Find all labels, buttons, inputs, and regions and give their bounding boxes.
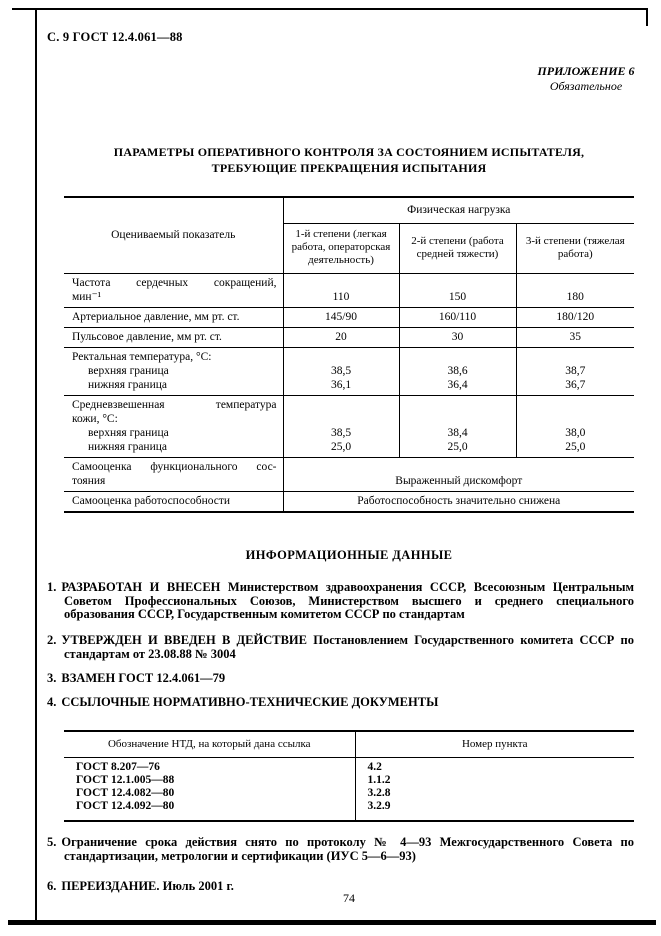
item-text: УТВЕРЖДЕН И ВВЕДЕН В ДЕЙСТВИЕ Постановлением Государственного комитета СССР по стандартам от 23.08.88 № 3004 — [61, 633, 634, 661]
item-number: 4. — [47, 695, 57, 709]
table-row — [64, 491, 634, 512]
item-text: ССЫЛОЧНЫЕ НОРМАТИВНО-ТЕХНИЧЕСКИЕ ДОКУМЕНТЫ — [61, 695, 439, 709]
scan-border-top — [12, 8, 648, 10]
value-line: 25,0 — [447, 440, 468, 453]
table-row — [64, 787, 634, 800]
item-number: 1. — [47, 580, 57, 594]
info-section-heading: ИНФОРМАЦИОННЫЕ ДАННЫЕ — [245, 548, 453, 562]
ref-ntd: ГОСТ 12.4.082—80 — [64, 787, 355, 800]
skin-label-cell — [64, 395, 283, 457]
table-row — [64, 457, 634, 491]
item-text: РАЗРАБОТАН И ВНЕСЕН Министерством здравоохранения СССР, Всесоюзным Центральным Советом Профессиональных Союзов, Министерством высшего и среднего специального образования СССР, Государственным комитетом СССР по стандартам — [61, 580, 634, 621]
label-line: Ректальная температура, °С: — [72, 350, 212, 363]
pulse-value-2: 30 — [399, 327, 516, 347]
skin-values-2 — [399, 395, 516, 457]
label-line: тояния — [72, 474, 106, 487]
appendix-block — [528, 64, 644, 94]
doc-title-line2: ТРЕБУЮЩИЕ ПРЕКРАЩЕНИЯ ИСПЫТАНИЯ — [211, 161, 487, 175]
table-row — [64, 800, 634, 821]
references-table — [64, 730, 634, 822]
table-row — [64, 757, 634, 774]
value-line: 38,5 — [330, 426, 352, 439]
pulse-value-1: 20 — [283, 327, 399, 347]
heart-rate-value-1: 110 — [283, 273, 399, 307]
heart-rate-value-2: 150 — [399, 273, 516, 307]
info-item-4 — [47, 696, 634, 710]
appendix-note: Обязательное — [549, 79, 623, 93]
self-state-value: Выраженный дискомфорт — [283, 457, 634, 491]
ref-ntd: ГОСТ 12.4.092—80 — [64, 800, 355, 821]
item-number: 3. — [47, 671, 57, 685]
pulse-value-3: 35 — [516, 327, 634, 347]
item-number: 6. — [47, 879, 57, 893]
degree-3-header-cell: 3-й степени (тяжелая работа) — [516, 223, 634, 273]
ref-ntd: ГОСТ 8.207—76 — [64, 757, 355, 774]
value-line: 36,1 — [330, 378, 352, 391]
load-header-cell: Физическая нагрузка — [283, 197, 634, 223]
value-line: 36,7 — [565, 378, 586, 391]
arterial-value-3: 180/120 — [516, 307, 634, 327]
doc-title — [64, 144, 634, 176]
skin-values-1 — [283, 395, 399, 457]
heart-rate-label-cell — [64, 273, 283, 307]
table-row — [64, 273, 634, 307]
page-header: С. 9 ГОСТ 12.4.061—88 — [47, 30, 183, 44]
table-row — [64, 347, 634, 395]
label-line: мин⁻¹ — [72, 290, 102, 303]
indicator-header-cell: Оцениваемый показатель — [64, 197, 283, 273]
rectal-values-1 — [283, 347, 399, 395]
item-number: 5. — [47, 835, 57, 849]
item-text: ПЕРЕИЗДАНИЕ. Июль 2001 г. — [61, 879, 234, 893]
self-work-label-cell: Самооценка работоспособности — [64, 491, 283, 512]
value-line: 38,4 — [447, 426, 468, 439]
item-text: Ограничение срока действия снято по протоколу № 4—93 Межгосударственного Совета по стандартизации, метрологии и сертификации (ИУС 5—6—93) — [61, 835, 634, 863]
label-line: кожи, °С: — [72, 412, 118, 425]
ref-ntd: ГОСТ 12.1.005—88 — [64, 774, 355, 787]
item-text: ВЗАМЕН ГОСТ 12.4.061—79 — [61, 671, 226, 685]
skin-values-3 — [516, 395, 634, 457]
ref-item: 3.2.9 — [367, 799, 391, 812]
scan-border-right-tick — [646, 8, 648, 26]
table-row — [64, 327, 634, 347]
arterial-label-cell: Артериальное давление, мм рт. ст. — [64, 307, 283, 327]
label-line: Средневзвешенная температура — [72, 398, 277, 411]
arterial-value-2: 160/110 — [399, 307, 516, 327]
doc-title-line1: ПАРАМЕТРЫ ОПЕРАТИВНОГО КОНТРОЛЯ ЗА СОСТОЯНИЕМ ИСПЫТАТЕЛЯ, — [113, 145, 585, 159]
label-sub-line: верхняя граница — [88, 364, 169, 377]
scan-border-left — [35, 8, 37, 922]
label-sub-line: нижняя граница — [88, 378, 168, 391]
value-line: 36,4 — [447, 378, 468, 391]
info-item-1 — [47, 581, 634, 622]
self-state-label-cell — [64, 457, 283, 491]
pulse-label-cell: Пульсовое давление, мм рт. ст. — [64, 327, 283, 347]
ref-item: 3.2.8 — [367, 786, 391, 799]
table-row — [64, 731, 634, 757]
page-number: 74 — [343, 891, 355, 905]
value-line: 38,6 — [447, 364, 468, 377]
table-row — [64, 774, 634, 787]
item-number: 2. — [47, 633, 57, 647]
rectal-label-cell — [64, 347, 283, 395]
ref-header-ntd: Обозначение НТД, на который дана ссылка — [64, 731, 355, 757]
info-item-3 — [47, 672, 634, 686]
degree-2-header-cell: 2-й степени (работа средней тяжести) — [399, 223, 516, 273]
heart-rate-value-3: 180 — [516, 273, 634, 307]
ref-item: 1.1.2 — [367, 773, 391, 786]
value-line: 38,5 — [330, 364, 352, 377]
value-line: 38,0 — [565, 426, 586, 439]
appendix-label: ПРИЛОЖЕНИЕ 6 — [537, 64, 635, 78]
label-sub-line: нижняя граница — [88, 440, 168, 453]
degree-1-header-cell: 1-й степени (легкая работа, операторская деятельность) — [283, 223, 399, 273]
value-line: 38,7 — [565, 364, 586, 377]
ref-header-item: Номер пункта — [355, 731, 634, 757]
self-work-value: Работоспособность значительно снижена — [283, 491, 634, 512]
value-line: 25,0 — [565, 440, 586, 453]
value-line: 25,0 — [330, 440, 352, 453]
label-line: Частота сердечных сокращений, — [72, 276, 277, 289]
arterial-value-1: 145/90 — [283, 307, 399, 327]
ref-item: 4.2 — [367, 760, 382, 773]
label-sub-line: верхняя граница — [88, 426, 169, 439]
rectal-values-2 — [399, 347, 516, 395]
info-item-2 — [47, 634, 634, 661]
info-item-5 — [47, 836, 634, 863]
control-table — [64, 196, 634, 513]
rectal-values-3 — [516, 347, 634, 395]
label-line: Самооценка функционального сос- — [72, 460, 277, 473]
table-row — [64, 395, 634, 457]
table-row — [64, 307, 634, 327]
scan-border-bottom — [8, 920, 656, 925]
